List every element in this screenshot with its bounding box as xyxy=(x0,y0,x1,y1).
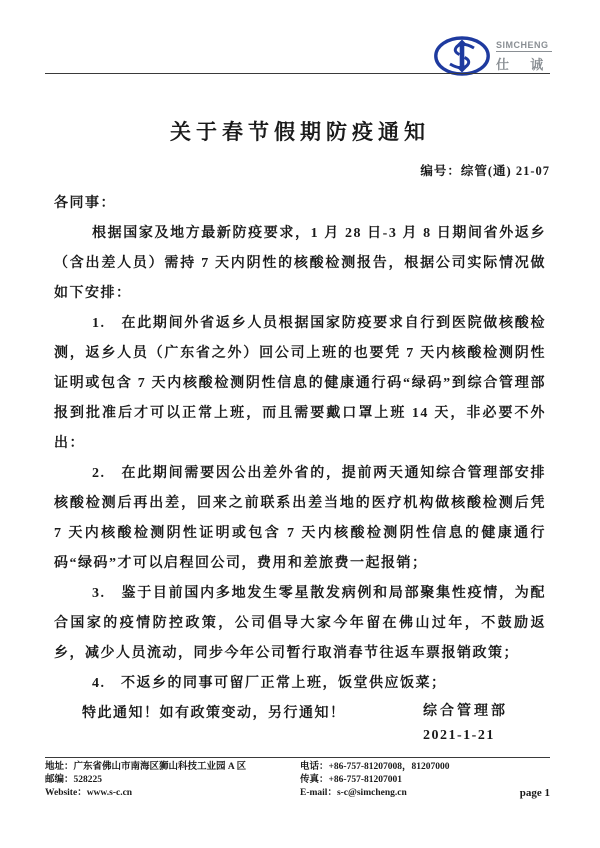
closing-line: 特此通知！如有政策变动，另行通知！ xyxy=(82,706,346,721)
signature-department: 综合管理部 xyxy=(423,704,508,719)
doc-number: 编号：综管(通) 21-07 xyxy=(420,164,550,178)
page-number: page 1 xyxy=(519,786,550,799)
footer-left-column xyxy=(45,761,300,799)
letterhead-divider xyxy=(45,73,550,74)
page-title: 关于春节假期防疫通知 xyxy=(170,120,430,144)
body-paragraph: 2. 在此期间需要因公出差外省的，提前两天通知综合管理部安排核酸检测后再出差，回来之前联系出差当地的医疗机构做核酸检测后凭 7 天内核酸检测阴性证明或包含 7 天内核酸检测阴性信息的健康通行码“绿码”才可以启程回公司，费用和差旅费一起报销； xyxy=(54,466,546,571)
logo-text-cn: 仕 诚 xyxy=(496,56,553,72)
signature-date: 2021-1-21 xyxy=(423,728,495,743)
body-paragraph: 1. 在此期间外省返乡人员根据国家防疫要求自行到医院做核酸检测，返乡人员（广东省之外）回公司上班的也要凭 7 天内核酸检测阴性证明或包含 7 天内核酸检测阴性信息的健康通行码“绿码”到综合管理部报到批准后才可以正常上班，而且需要戴口罩上班 14 天，非必要不外出： xyxy=(54,316,546,451)
simcheng-logo-icon xyxy=(433,36,491,76)
body-paragraph: 4. 不返乡的同事可留厂正常上班，饭堂供应饭菜； xyxy=(92,676,447,691)
body-paragraph: 3. 鉴于目前国内多地发生零星散发病例和局部聚集性疫情，为配合国家的疫情防控政策，公司倡导大家今年留在佛山过年，不鼓励返乡，减少人员流动，同步今年公司暂行取消春节往返车票报销政策； xyxy=(54,586,546,661)
footer-email: E-mail：s-c@simcheng.cn xyxy=(300,787,407,798)
signature-block xyxy=(423,702,508,746)
company-logo xyxy=(433,36,552,76)
logo-wordmark xyxy=(496,40,552,73)
footer-fax: 传真：+86-757-81207001 xyxy=(300,774,402,785)
footer-right-column xyxy=(300,761,495,799)
footer-address: 地址：广东省佛山市南海区狮山科技工业园 A 区 xyxy=(45,762,247,772)
footer-postcode: 邮编：528225 xyxy=(45,774,103,785)
footer-phone: 电话：+86-757-81207008，81207000 xyxy=(300,762,450,772)
salutation: 各同事： xyxy=(54,196,116,211)
logo-text-en: SIMCHENG xyxy=(496,40,552,52)
body-paragraph: 根据国家及地方最新防疫要求，1 月 28 日-3 月 8 日期间省外返乡（含出差人员）需持 7 天内阴性的核酸检测报告，根据公司实际情况做如下安排： xyxy=(54,226,546,301)
letterhead-footer xyxy=(45,757,550,799)
notice-body xyxy=(54,189,546,729)
footer-website: Website：www.s-c.cn xyxy=(45,787,133,798)
